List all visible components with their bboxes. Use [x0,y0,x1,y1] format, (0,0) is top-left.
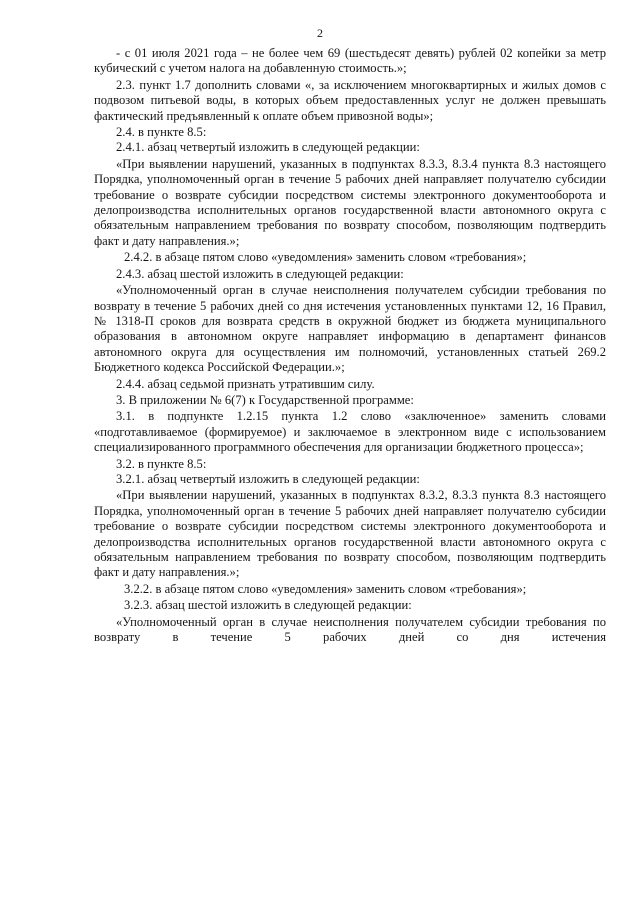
paragraph-3-2-1: 3.2.1. абзац четвертый изложить в следующей редакции: [116,471,420,486]
paragraph-3-2: 3.2. в пункте 8.5: [116,456,207,471]
paragraph-3-2-2: 3.2.2. в абзаце пятом слово «уведомления» заменить словом «требования»; [124,581,527,596]
paragraph-2-4-1: 2.4.1. абзац четвертый изложить в следующей редакции: [116,140,420,155]
paragraph-2-4-3: 2.4.3. абзац шестой изложить в следующей редакции: [116,266,404,281]
paragraph-3-2-3-quote: «Уполномоченный орган в случае неисполнения получателем субсидии требования по возврату в течение 5 рабочих дней со дня истечения [94,614,606,645]
paragraph-2-4-4: 2.4.4. абзац седьмой признать утратившим силу. [116,376,375,391]
paragraph-2-4-2: 2.4.2. в абзаце пятом слово «уведомления» заменить словом «требования»; [124,250,527,265]
paragraph-2-4-3-quote: «Уполномоченный орган в случае неисполнения получателем субсидии требования по возврату в течение 5 рабочих дней со дня истечения установленных пунктами 12, 16 Правил, № 1318-П сроков для возврата средств в окружной бюджет из бюджета муниципального образования в автономном округе направляет информацию в департамент финансов автономного округа для осуществления им полномочий, установленных статьей 269.2 Бюджетного кодекса Российской Федерации.»; [94,283,606,375]
paragraph-2-3: 2.3. пункт 1.7 дополнить словами «, за исключением многоквартирных и жилых домов с подвозом питьевой воды, в которых объем предоставленных услуг не должен превышать фактический предъявленный к оплате объем привозной воды»; [94,77,606,123]
paragraph-3-2-3: 3.2.3. абзац шестой изложить в следующей редакции: [124,598,412,613]
paragraph-2-4: 2.4. в пункте 8.5: [116,125,207,140]
document-body [94,46,606,645]
paragraph-3-2-1-quote: «При выявлении нарушений, указанных в подпунктах 8.3.2, 8.3.3 пункта 8.3 настоящего Порядка, уполномоченный орган в течение 5 рабочих дней направляет получателю субсидии требование о возврате субсидии посредством системы электронного документооборота и делопроизводства исполнительных органов государственной власти автономного округа с обязательным направлением требования по возврату способом, позволяющим подтвердить факт и дату направления.»; [94,488,606,580]
paragraph-3-1: 3.1. в подпункте 1.2.15 пункта 1.2 слово «заключенное» заменить словами «подготавливаемое (формируемое) и заключаемое в электронном виде с использованием специализированного программного обеспечения для организации бюджетного процесса»; [94,409,606,455]
paragraph-tariff-item: - с 01 июля 2021 года – не более чем 69 (шестьдесят девять) рублей 02 копейки за метр кубический с учетом налога на добавленную стоимость.»; [94,46,606,76]
paragraph-3: 3. В приложении № 6(7) к Государственной программе: [116,392,414,407]
paragraph-2-4-1-quote: «При выявлении нарушений, указанных в подпунктах 8.3.3, 8.3.4 пункта 8.3 настоящего Порядка, уполномоченный орган в течение 5 рабочих дней направляет получателю субсидии требование о возврате субсидии посредством системы электронного документооборота и делопроизводства исполнительных органов государственной власти автономного округа с обязательным направлением требования по возврату способом, позволяющим подтвердить факт и дату направления.»; [94,156,606,248]
page-number: 2 [317,26,323,40]
